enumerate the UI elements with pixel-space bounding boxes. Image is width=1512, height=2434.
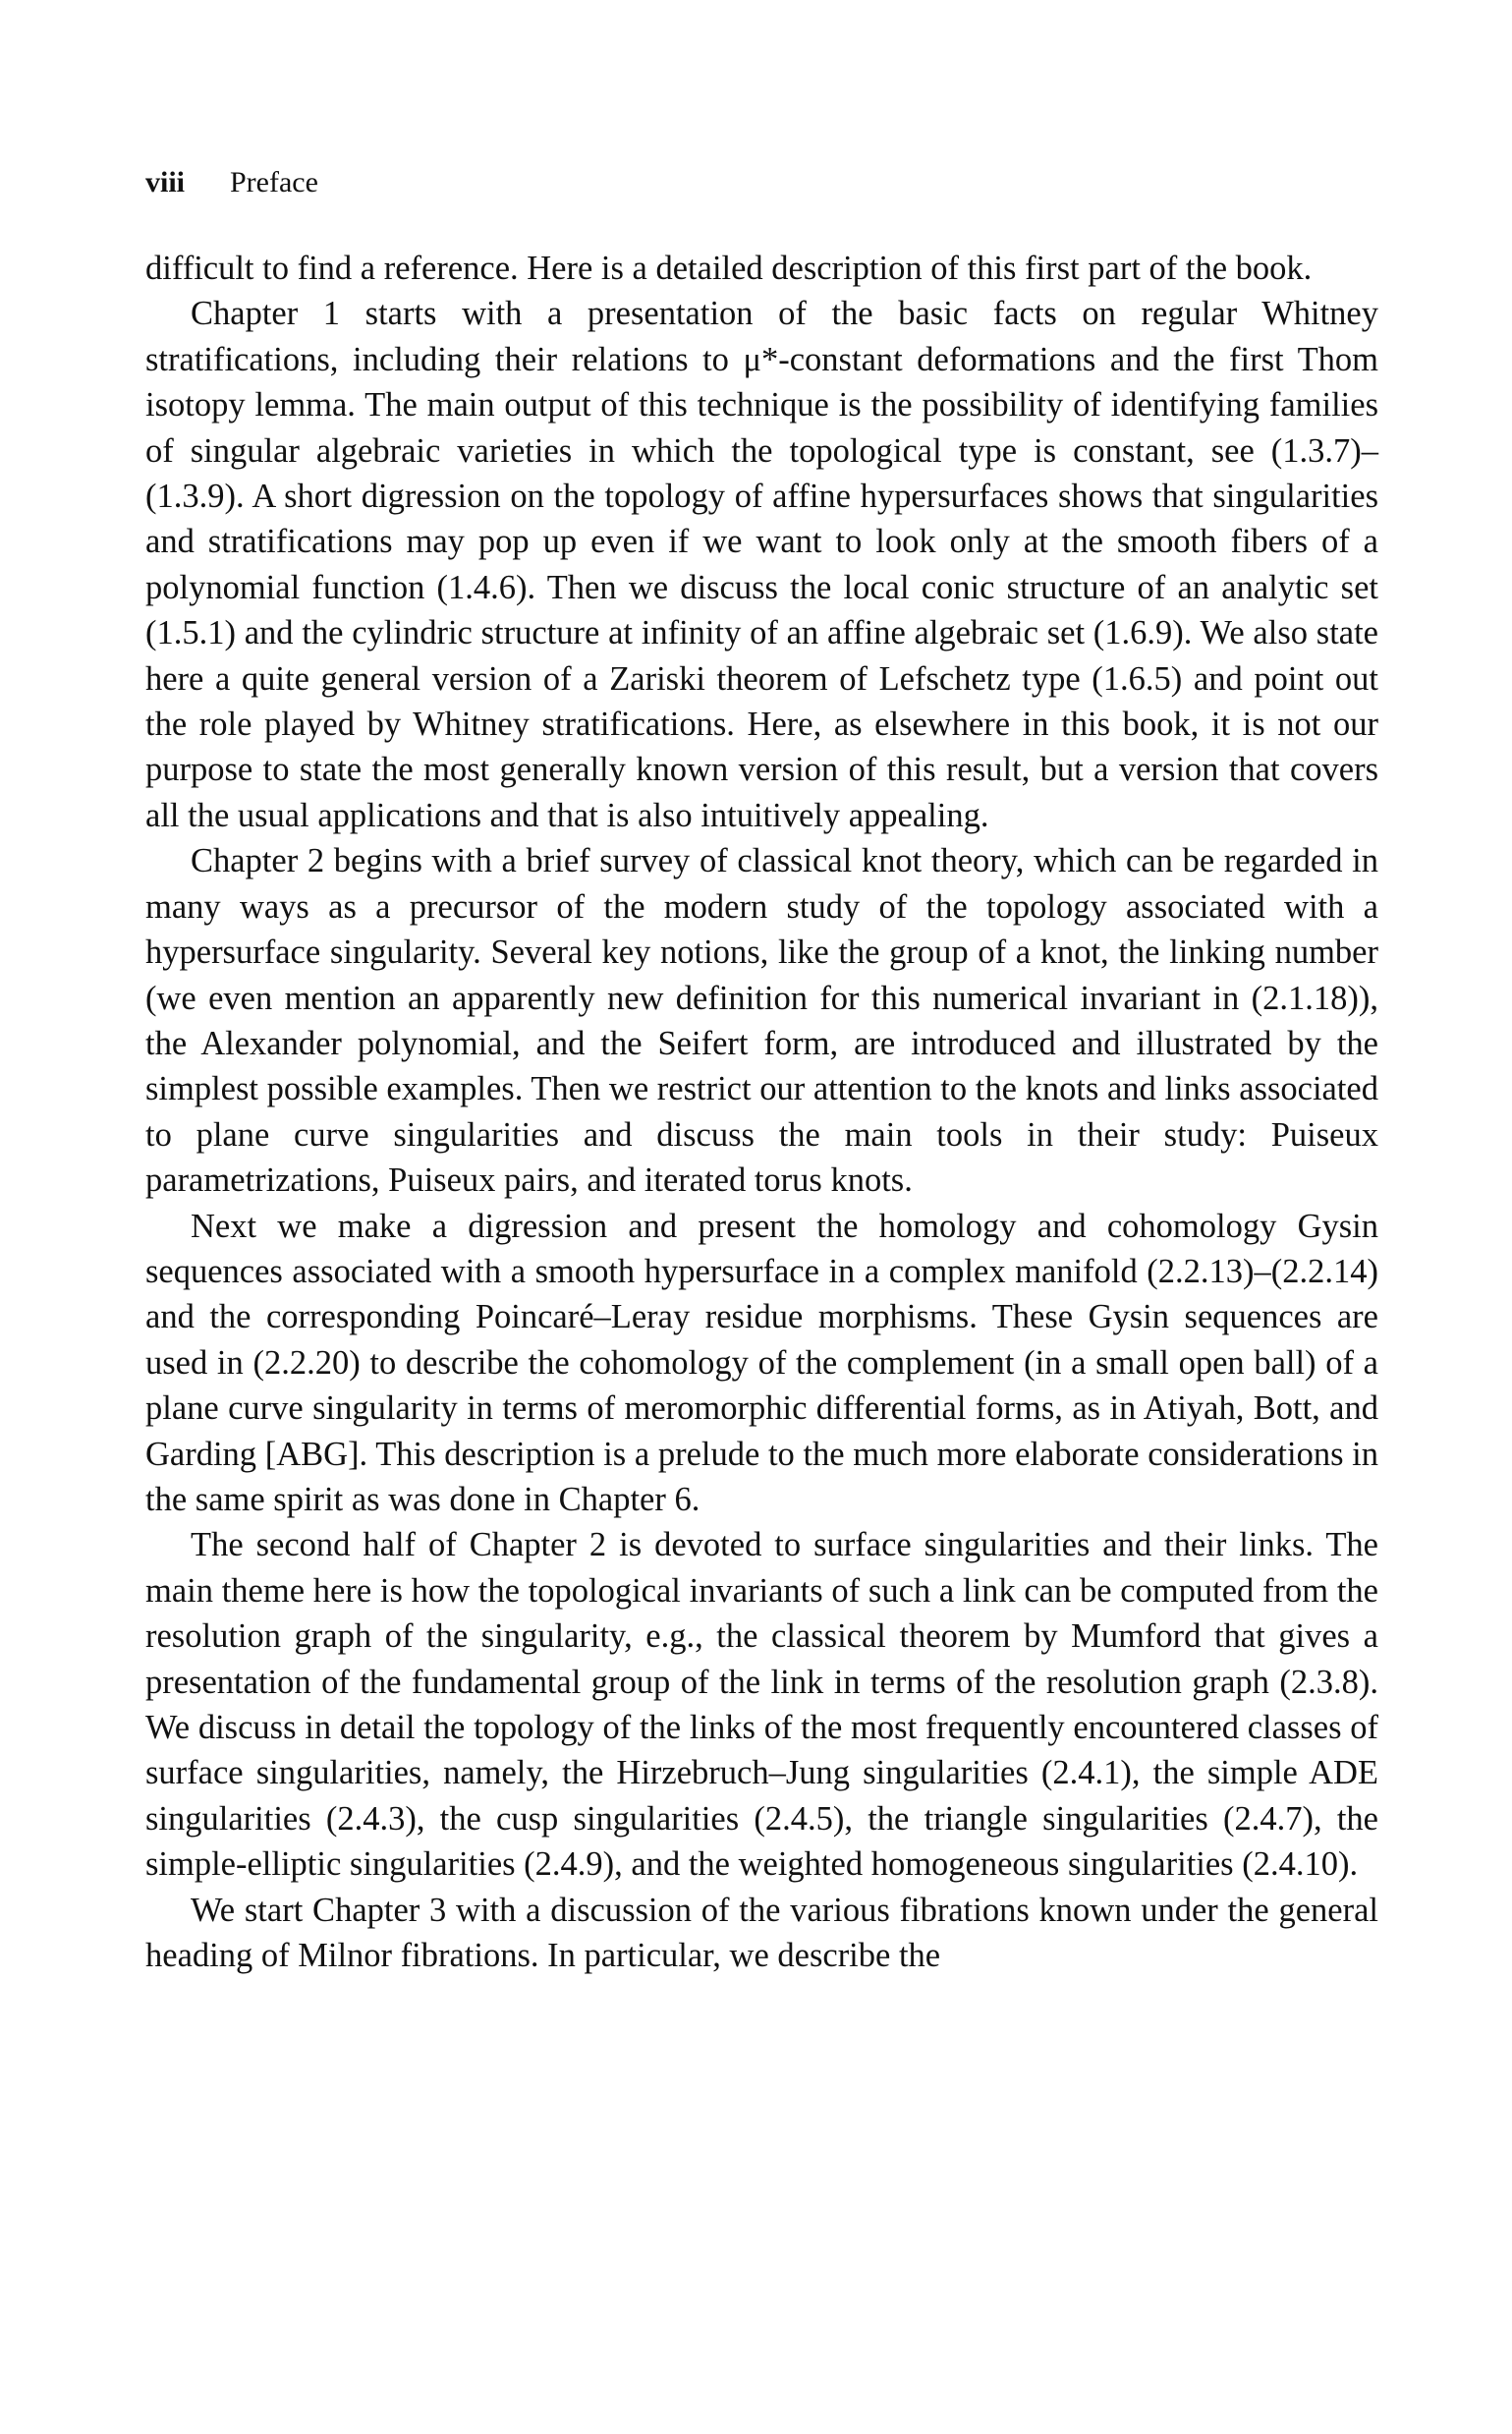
body-text (145, 246, 1378, 1978)
running-head (145, 165, 318, 200)
paragraph-chapter-1: Chapter 1 starts with a presentation of the basic facts on regular Whitney stratifications, including their relations to μ*-constant deformations and the first Thom isotopy lemma. The main output of this technique is the possibility of identifying families of singular algebraic varieties in which the topological type is constant, see (1.3.7)–(1.3.9). A short digression on the topology of affine hypersurfaces shows that singularities and stratifications may pop up even if we want to look only at the smooth fibers of a polynomial function (1.4.6). Then we discuss the local conic structure of an analytic set (1.5.1) and the cylindric structure at infinity of an affine algebraic set (1.6.9). We also state here a quite general version of a Zariski theorem of Lefschetz type (1.6.5) and point out the role played by Whitney stratifications. Here, as elsewhere in this book, it is not our purpose to state the most generally known version of this result, but a version that covers all the usual applications and that is also intuitively appealing. (145, 295, 1378, 834)
page-number: viii (145, 166, 186, 198)
section-title: Preface (230, 166, 318, 198)
paragraph-chapter-3: We start Chapter 3 with a discussion of the various fibrations known under the general heading of Milnor fibrations. In particular, we describe the (145, 1891, 1378, 1975)
paragraph-continuation: difficult to find a reference. Here is a detailed description of this first part of the book. (145, 250, 1313, 287)
paragraph-surface-singularities: The second half of Chapter 2 is devoted to surface singularities and their links. The main theme here is how the topological invariants of such a link can be computed from the resolution graph of the singularity, e.g., the classical theorem by Mumford that gives a presentation of the fundamental group of the link in terms of the resolution graph (2.3.8). We discuss in detail the topology of the links of the most frequently encountered classes of surface singularities, namely, the Hirzebruch–Jung singularities (2.4.1), the simple ADE singularities (2.4.3), the cusp singularities (2.4.5), the triangle singularities (2.4.7), the simple-elliptic singularities (2.4.9), and the weighted homogeneous singularities (2.4.10). (145, 1526, 1378, 1884)
paragraph-chapter-2-intro: Chapter 2 begins with a brief survey of classical knot theory, which can be regarded in many ways as a precursor of the modern study of the topology associated with a hypersurface singularity. Several key notions, like the group of a knot, the linking number (we even mention an apparently new definition for this numerical invariant in (2.1.18)), the Alexander polynomial, and the Seifert form, are introduced and illustrated by the simplest possible examples. Then we restrict our attention to the knots and links associated to plane curve singularities and discuss the main tools in their study: Puiseux parametrizations, Puiseux pairs, and iterated torus knots. (145, 842, 1378, 1200)
paragraph-gysin-sequences: Next we make a digression and present the homology and cohomology Gysin sequences associated with a smooth hypersurface in a complex manifold (2.2.13)–(2.2.14) and the corresponding Poincaré–Leray residue morphisms. These Gysin sequences are used in (2.2.20) to describe the cohomology of the complement (in a small open ball) of a plane curve singularity in terms of meromorphic differential forms, as in Atiyah, Bott, and Garding [ABG]. This description is a prelude to the much more elaborate considerations in the same spirit as was done in Chapter 6. (145, 1207, 1378, 1518)
